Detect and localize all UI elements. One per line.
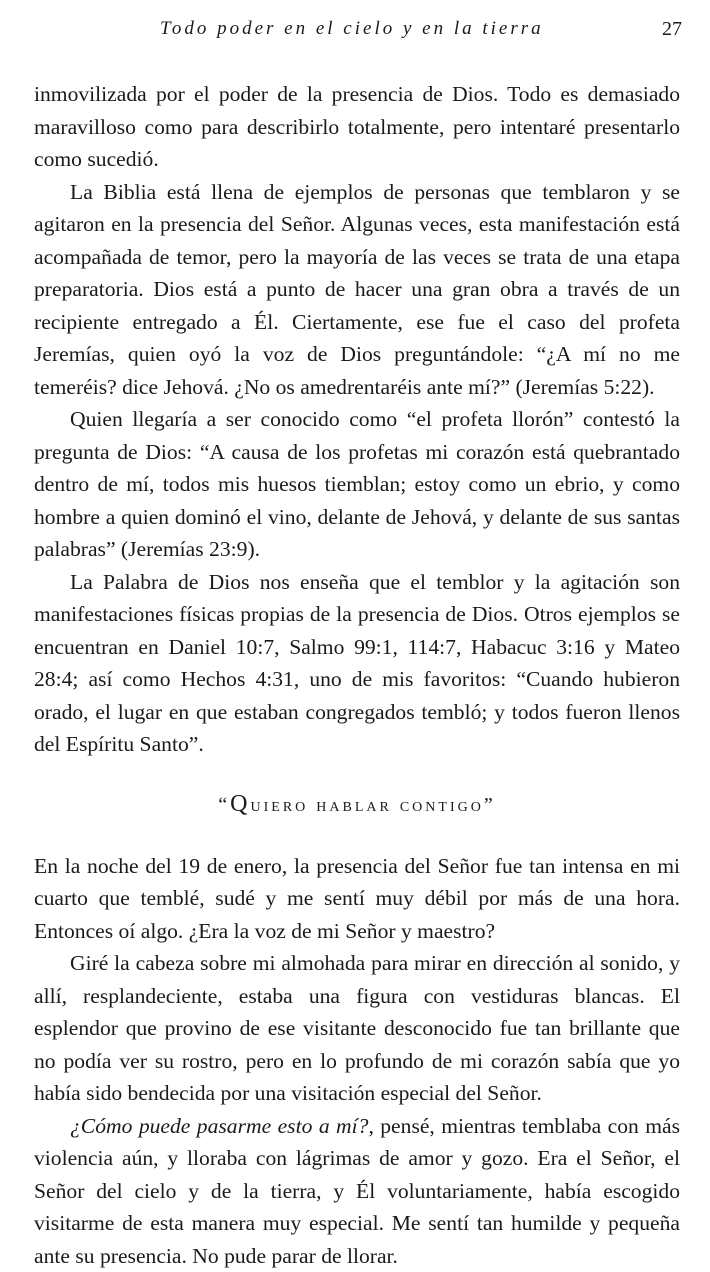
paragraph: Quien llegaría a ser conocido como “el profeta llorón” contestó la pregunta de Dios: “A causa de los profetas mi corazón está quebrantado dentro de mí, todos mis huesos tiemblan; estoy como un ebrio, y como hombre a quien dominó el vino, delante de Jehová, y delante de sus santas palabras” (Jeremías 23:9). [34, 403, 680, 566]
paragraph: Giré la cabeza sobre mi almohada para mirar en dirección al sonido, y allí, resplandeciente, estaba una figura con vestiduras blancas. El esplendor que provino de ese visitante desconocido fue tan brillante que no podía ver su rostro, pero en lo profundo de mi corazón sabía que yo había sido bendecida por una visitación especial del Señor. [34, 947, 680, 1110]
heading-open-quote: “ [218, 794, 230, 816]
paragraph: La Biblia está llena de ejemplos de personas que temblaron y se agitaron en la presencia del Señor. Algunas veces, esta manifestación está acompañada de temor, pero la mayoría de las veces se trata de una etapa preparatoria. Dios está a punto de hacer una gran obra a través de un recipiente entregado a Él. Ciertamente, ese fue el caso del profeta Jeremías, quien oyó la voz de Dios preguntándole: “¿A mí no me temeréis? dice Jehová. ¿No os amedrentaréis ante mí?” (Jeremías 5:22). [34, 176, 680, 404]
heading-initial: Q [230, 791, 250, 817]
heading-text: uiero hablar contigo [251, 794, 484, 816]
paragraph-text: , pensé, mientras temblaba con más violencia aún, y lloraba con lágrimas de amor y gozo. Era el Señor, el Señor del cielo y de la tierra, y Él voluntariamente, había escogido visitarme de esta manera muy especial. Me sentí tan humilde y pequeña ante su presencia. No pude parar de llorar. [34, 1114, 680, 1268]
paragraph: En la noche del 19 de enero, la presencia del Señor fue tan intensa en mi cuarto que temblé, sudé y me sentí muy débil por más de una hora. Entonces oí algo. ¿Era la voz de mi Señor y maestro? [34, 850, 680, 948]
running-title: Todo poder en el cielo y en la tierra [160, 18, 544, 40]
page-number: 27 [662, 18, 682, 41]
paragraph: La Palabra de Dios nos enseña que el temblor y la agitación son manifestaciones físicas propias de la presencia de Dios. Otros ejemplos se encuentran en Daniel 10:7, Salmo 99:1, 114:7, Habacuc 3:16 y Mateo 28:4; así como Hechos 4:31, uno de mis favoritos: “Cuando hubieron orado, el lugar en que estaban congregados tembló; y todos fueron llenos del Espíritu Santo”. [34, 566, 680, 761]
section-heading [34, 791, 680, 818]
paragraph-continued: inmovilizada por el poder de la presencia de Dios. Todo es demasiado maravilloso como para describirlo totalmente, pero intentaré presentarlo como sucedió. [34, 78, 680, 176]
running-head [0, 18, 710, 48]
italic-thought: ¿Cómo puede pasarme esto a mí? [70, 1114, 368, 1138]
paragraph [34, 1110, 680, 1272]
body-text [34, 78, 680, 1272]
heading-close-quote: ” [484, 794, 496, 816]
